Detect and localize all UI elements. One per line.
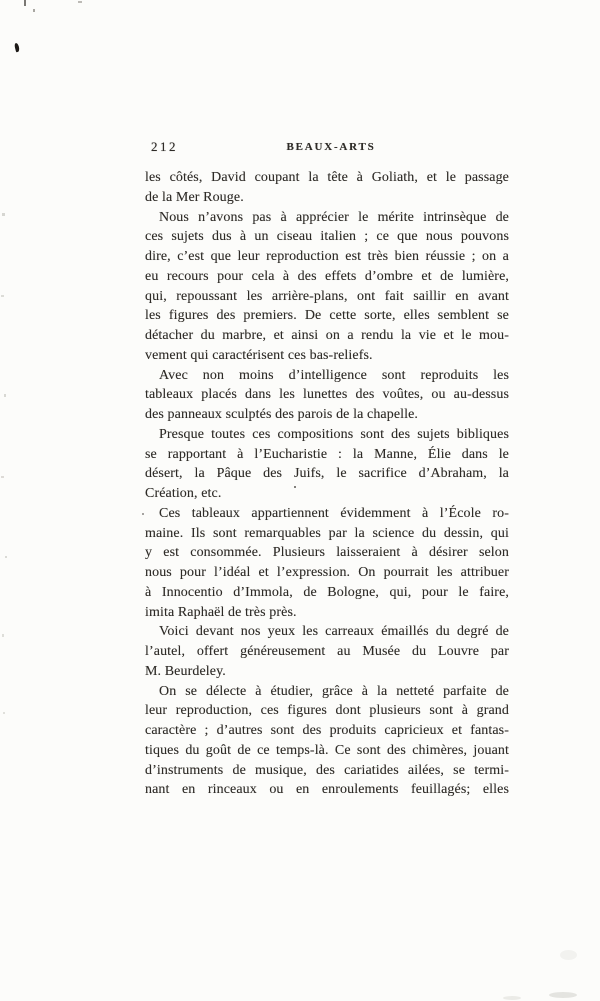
ink-speck: [78, 1, 82, 3]
ink-speck: [294, 486, 296, 488]
margin-speck: [1, 295, 4, 297]
text-block: [145, 168, 509, 800]
ink-speck: [24, 0, 26, 6]
text-line: ces sujets dus à un ciseau italien ; ce que nous pouvons: [145, 229, 509, 245]
text-line: eu recours pour cela à des effets d’ombre et de lumière,: [145, 268, 509, 284]
text-line: Presque toutes ces compositions sont des sujets bibliques: [159, 426, 509, 442]
running-title: BEAUX-ARTS: [286, 141, 376, 153]
text-line: d’instruments de musique, des cariatides ailées, se termi-: [145, 762, 509, 778]
margin-speck: [5, 556, 7, 558]
smudge: [560, 950, 577, 960]
smudge: [503, 996, 521, 1000]
ink-mark: [14, 43, 20, 53]
text-line: se rapportant à l’Eucharistie : la Manne, Élie dans le: [145, 446, 509, 462]
text-line: les figures des premiers. De cette sorte, elles semblent se: [145, 308, 509, 324]
smudge: [549, 992, 577, 998]
text-line: l’autel, offert généreusement au Musée du Louvre par: [145, 644, 509, 659]
text-line: M. Beurdeley.: [145, 663, 226, 679]
ink-speck: [142, 513, 144, 515]
page-number: 212: [151, 139, 178, 154]
text-line: qui, repoussant les arrière-plans, ont fait saillir en avant: [145, 288, 509, 304]
margin-speck: [2, 634, 4, 637]
text-line: nous pour l’idéal et l’expression. On pourrait les attribuer: [145, 565, 509, 580]
text-line: Création, etc.: [145, 486, 222, 501]
text-line: Voici devant nos yeux les carreaux émaillés du degré de: [159, 624, 509, 640]
ink-speck: [33, 9, 35, 12]
text-line: On se délecte à étudier, grâce à la netteté parfaite de: [159, 683, 509, 699]
text-line: Avec non moins d’intelligence sont reproduits les: [159, 367, 509, 383]
text-line: Nous n’avons pas à apprécier le mérite intrinsèque de: [159, 209, 509, 225]
text-line: nant en rinceaux ou en enroulements feuillagés; elles: [145, 782, 509, 798]
margin-speck: [1, 476, 4, 478]
text-line: imita Raphaël de très près.: [145, 604, 297, 620]
text-line: des panneaux sculptés des parois de la chapelle.: [145, 407, 419, 422]
text-line: tiques du goût de ce temps-là. Ce sont des chimères, jouant: [145, 742, 509, 758]
text-line: de la Mer Rouge.: [145, 189, 244, 205]
text-line: leur reproduction, ces figures dont plusieurs sont à grand: [145, 703, 509, 719]
text-line: dire, c’est que leur reproduction est très bien réussie ; on a: [145, 249, 509, 264]
text-line: tableaux placés dans les lunettes des voûtes, ou au-dessus: [145, 387, 509, 403]
margin-speck: [4, 394, 6, 397]
text-line: caractère ; d’autres sont des produits capricieux et fantas-: [145, 723, 509, 738]
text-line: les côtés, David coupant la tête à Goliath, et le passage: [145, 170, 509, 185]
text-line: vement qui caractérisent ces bas-reliefs.: [145, 347, 373, 363]
margin-speck: [3, 712, 5, 714]
text-line: à Innocentio d’Immola, de Bologne, qui, pour le faire,: [145, 584, 509, 600]
text-line: y est consommée. Plusieurs laisseraient à désirer selon: [145, 545, 509, 561]
text-line: détacher du marbre, et ainsi on a rendu la vie et le mou-: [145, 328, 509, 343]
text-line: maine. Ils sont remarquables par la science du dessin, qui: [145, 525, 509, 541]
margin-speck: [2, 213, 5, 216]
text-line: Ces tableaux appartiennent évidemment à l’École ro-: [159, 505, 509, 521]
text-line: désert, la Pâque des Juifs, le sacrifice d’Abraham, la: [145, 466, 509, 482]
